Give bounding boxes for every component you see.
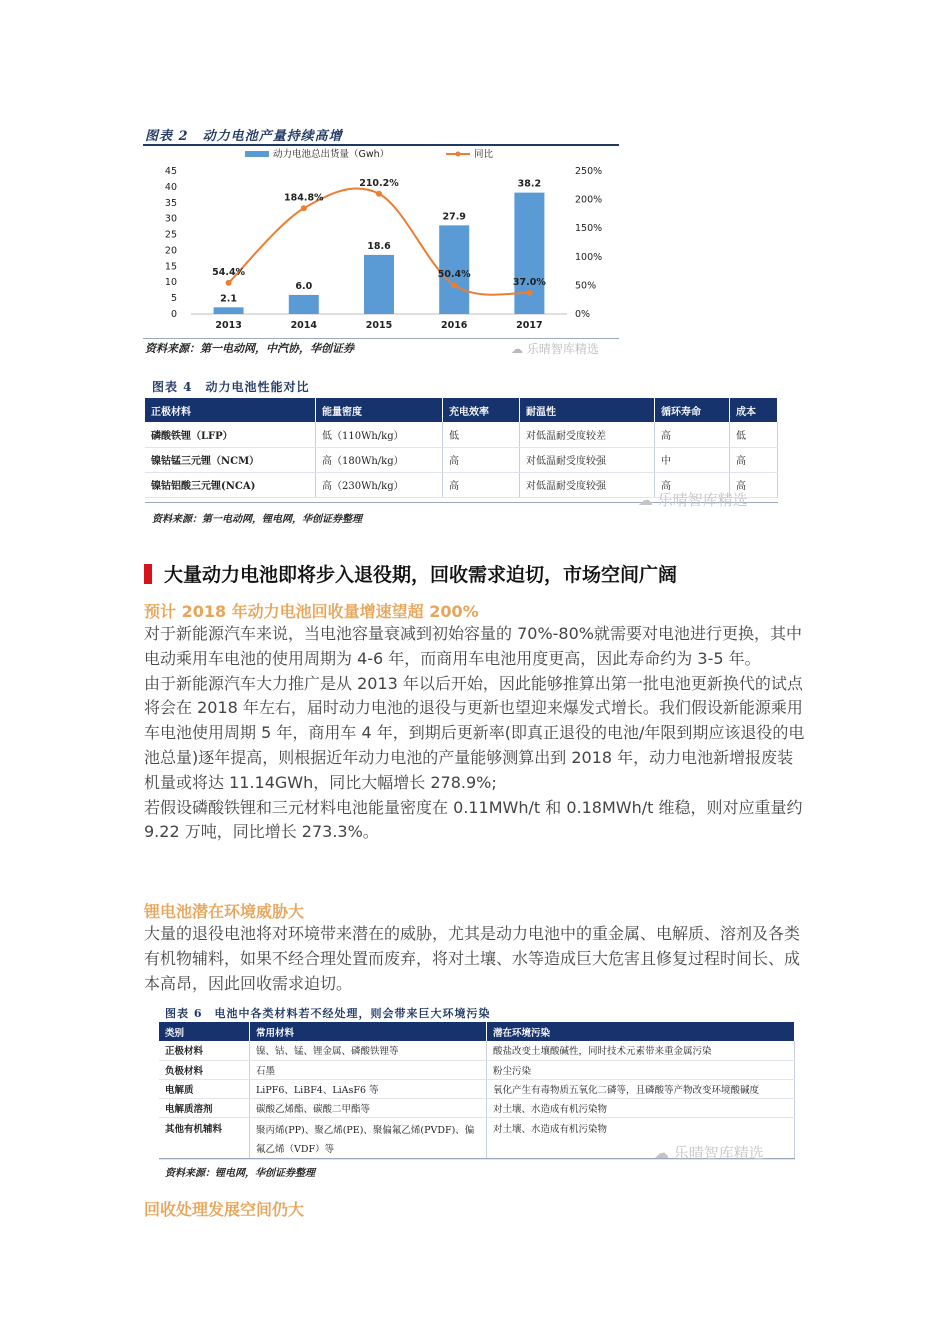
left-axis-tick-label: 20 (164, 245, 177, 257)
left-axis-tick-label: 40 (164, 181, 177, 193)
header-energy-density: 能量密度 (316, 398, 443, 422)
figure-2-watermark (511, 340, 599, 357)
table-cell: 高 (730, 447, 778, 472)
header-materials: 常用材料 (250, 1022, 487, 1041)
figure-6 (157, 1004, 797, 1182)
yoy-value-label: 50.4% (437, 269, 471, 281)
table-row (145, 447, 778, 472)
watermark-text: 乐晴智库精选 (673, 1144, 764, 1162)
table-cell: 氧化产生有毒物质五氧化二磷等，且磷酸等产物改变环境酸碱度 (487, 1079, 795, 1098)
x-axis-tick-label: 2017 (516, 320, 543, 331)
legend-bar-label: 动力电池总出货量（Gwh） (273, 149, 390, 160)
table-cell: 对土壤、水造成有机污染物 (487, 1117, 795, 1159)
table-cell: 粉尘污染 (487, 1060, 795, 1079)
header-cathode: 正极材料 (145, 398, 316, 422)
right-axis-tick-label: 0% (575, 309, 591, 320)
paragraph: 由于新能源汽车大力推广是从 2013 年以后开始，因此能够推算出第一批电池更新换代的试点将会在 2018 年左右，届时动力电池的退役与更新也望迎来爆发式增长。我们假设新能源乘用车电池使用周期 5 年，商用车 4 年，到期后更新率(即真正退役的电池/年限到期应该退役的电池总量)逐年提高，则根据近年动力电池的产量能够测算出到 2018 年，动力电池新增报废装机量或将达 11.14GWh，同比大幅增长 278.9%; (144, 673, 805, 792)
performance-table (145, 398, 778, 498)
table-cell: 电解质 (159, 1079, 250, 1098)
section-heading: 大量动力电池即将步入退役期，回收需求迫切，市场空间广阔 (164, 564, 678, 586)
bar-line-chart (143, 146, 623, 356)
right-axis-tick-label: 50% (575, 280, 597, 292)
table-cell: 高（180Wh/kg） (316, 447, 443, 472)
figure-6-source: 资料来源：锂电网，华创证券整理 (165, 1168, 315, 1179)
bar-value-label: 27.9 (442, 211, 466, 223)
table-cell: 聚丙烯(PP)、聚乙烯(PE)、聚偏氟乙烯(PVDF)、偏氟乙烯（VDF）等 (250, 1117, 487, 1159)
figure-6-title: 图表 6 电池中各类材料若不经处理，则会带来巨大环境污染 (165, 1007, 491, 1020)
header-cost: 成本 (730, 398, 778, 422)
table-cell: 对低温耐受度较强 (520, 472, 655, 497)
left-axis-tick-label: 5 (170, 293, 177, 305)
left-axis-tick-label: 10 (164, 277, 177, 289)
table-row (145, 422, 778, 447)
figure-2-source: 资料来源：第一电动网，中汽协，华创证券 (145, 342, 354, 355)
watermark-text: 乐晴智库精选 (526, 342, 599, 356)
table-cell: 低（110Wh/kg） (316, 422, 443, 447)
table-header-row (159, 1022, 795, 1041)
left-axis-tick-label: 25 (164, 229, 177, 241)
x-axis-tick-label: 2015 (365, 320, 393, 331)
yoy-point-2015 (376, 191, 382, 197)
left-axis-tick-label: 0 (170, 309, 177, 320)
wechat-icon: ☁ (638, 491, 653, 509)
table-row (159, 1079, 795, 1098)
table-header-row (145, 398, 778, 422)
figure-4-title: 图表 4 动力电池性能对比 (152, 380, 310, 394)
bar-value-label: 18.6 (367, 240, 391, 252)
legend-line-marker (456, 152, 461, 157)
left-axis-tick-label: 30 (164, 213, 177, 225)
table-cell: 电解质溶剂 (159, 1098, 250, 1117)
header-temperature: 耐温性 (520, 398, 655, 422)
table-cell: 镍钴铝酸三元锂(NCA) (145, 472, 316, 497)
yoy-point-2013 (226, 280, 232, 286)
paragraph-block-1 (144, 622, 806, 845)
left-axis-tick-label: 15 (164, 261, 177, 273)
table-cell: 对低温耐受度较强 (520, 447, 655, 472)
bar-value-label: 2.1 (220, 293, 238, 305)
x-axis-tick-label: 2016 (440, 320, 468, 331)
left-axis-tick-label: 35 (164, 197, 177, 209)
paragraph: 大量的退役电池将对环境带来潜在的威胁，尤其是动力电池中的重金属、电解质、溶剂及各类有机物辅料，如果不经合理处置而废弃，将对土壤、水等造成巨大危害且修复过程时间长、成本高昂，因此回收需求迫切。 (144, 924, 801, 993)
section-marker (144, 564, 152, 584)
right-axis-tick-label: 150% (575, 223, 603, 235)
header-cycle-life: 循环寿命 (655, 398, 730, 422)
table-cell: 高 (730, 472, 778, 497)
legend-line-label: 同比 (474, 149, 494, 160)
bar-2013 (214, 307, 244, 314)
x-axis-tick-label: 2013 (215, 320, 242, 331)
figure-6-watermark (654, 1142, 764, 1163)
paragraph: 若假设磷酸铁锂和三元材料电池能量密度在 0.11MWh/t 和 0.18MWh/t 维稳，则对应重量约 9.22 万吨，同比增长 273.3%。 (144, 797, 803, 842)
bar-value-label: 38.2 (517, 178, 542, 190)
table-cell: 高 (655, 422, 730, 447)
table-cell: 石墨 (250, 1060, 487, 1079)
figure-2-bottom-rule (143, 338, 619, 339)
figure-4 (143, 376, 783, 526)
right-axis-tick-label: 250% (575, 166, 603, 177)
wechat-icon: ☁ (654, 1144, 669, 1162)
table-cell: 对土壤、水造成有机污染物 (487, 1098, 795, 1117)
header-charge-efficiency: 充电效率 (443, 398, 520, 422)
table-row (159, 1060, 795, 1079)
table-cell: 其他有机辅料 (159, 1117, 250, 1159)
legend-bar-swatch (245, 151, 269, 157)
subheading-environment-threat: 锂电池潜在环境威胁大 (144, 902, 305, 921)
table-cell: 高（230Wh/kg） (316, 472, 443, 497)
table-cell: 镍钴锰三元锂（NCM） (145, 447, 316, 472)
bar-2015 (364, 255, 394, 314)
wechat-icon: ☁ (511, 342, 523, 356)
figure-2 (143, 122, 623, 362)
table-cell: 高 (443, 447, 520, 472)
table-cell: 高 (443, 472, 520, 497)
figure-2-title: 图表 2 动力电池产量持续高增 (145, 129, 343, 144)
table-row (159, 1098, 795, 1117)
yoy-point-2016 (451, 282, 457, 288)
yoy-point-2017 (526, 290, 532, 296)
left-axis-tick-label: 45 (164, 166, 177, 177)
table-cell: 低 (443, 422, 520, 447)
table-cell: 酸盐改变土壤酸碱性，同时技术元素带来重金属污染 (487, 1041, 795, 1060)
x-axis-tick-label: 2014 (290, 320, 318, 331)
table-cell: 镍、钴、锰、锂金属、磷酸铁锂等 (250, 1041, 487, 1060)
table-cell: 正极材料 (159, 1041, 250, 1060)
table-row (159, 1041, 795, 1060)
table-cell: 对低温耐受度较差 (520, 422, 655, 447)
yoy-value-label: 54.4% (212, 266, 246, 278)
yoy-point-2014 (301, 205, 307, 211)
right-axis-tick-label: 100% (575, 251, 603, 263)
table-cell: LiPF6、LiBF4、LiAsF6 等 (250, 1079, 487, 1098)
watermark-text: 乐晴智库精选 (657, 491, 748, 509)
right-axis-tick-label: 200% (575, 194, 603, 206)
subheading-recycling-growth: 预计 2018 年动力电池回收量增速望超 200% (144, 602, 479, 621)
paragraph-block-2 (144, 922, 806, 996)
header-pollution: 潜在环境污染 (487, 1022, 795, 1041)
header-category: 类别 (159, 1022, 250, 1041)
subheading-recycling-space: 回收处理发展空间仍大 (144, 1200, 305, 1219)
table-cell: 磷酸铁锂（LFP） (145, 422, 316, 447)
figure-4-source: 资料来源：第一电动网，锂电网，华创证券整理 (152, 514, 362, 525)
figure-4-watermark (638, 489, 748, 510)
table-cell: 高 (655, 472, 730, 497)
paragraph: 对于新能源汽车来说，当电池容量衰减到初始容量的 70%-80%就需要对电池进行更换，其中电动乘用车电池的使用周期为 4-6 年，而商用车电池用度更高，因此寿命约为 3-5 年。 (144, 624, 802, 668)
yoy-value-label: 210.2% (359, 177, 399, 189)
table-cell: 中 (655, 447, 730, 472)
bar-value-label: 6.0 (295, 280, 313, 292)
table-cell: 负极材料 (159, 1060, 250, 1079)
table-cell: 低 (730, 422, 778, 447)
yoy-value-label: 184.8% (284, 192, 324, 204)
table-cell: 碳酸乙烯酯、碳酸二甲酯等 (250, 1098, 487, 1117)
yoy-value-label: 37.0% (512, 276, 546, 288)
bar-2014 (289, 295, 319, 314)
pollution-table (159, 1022, 795, 1160)
